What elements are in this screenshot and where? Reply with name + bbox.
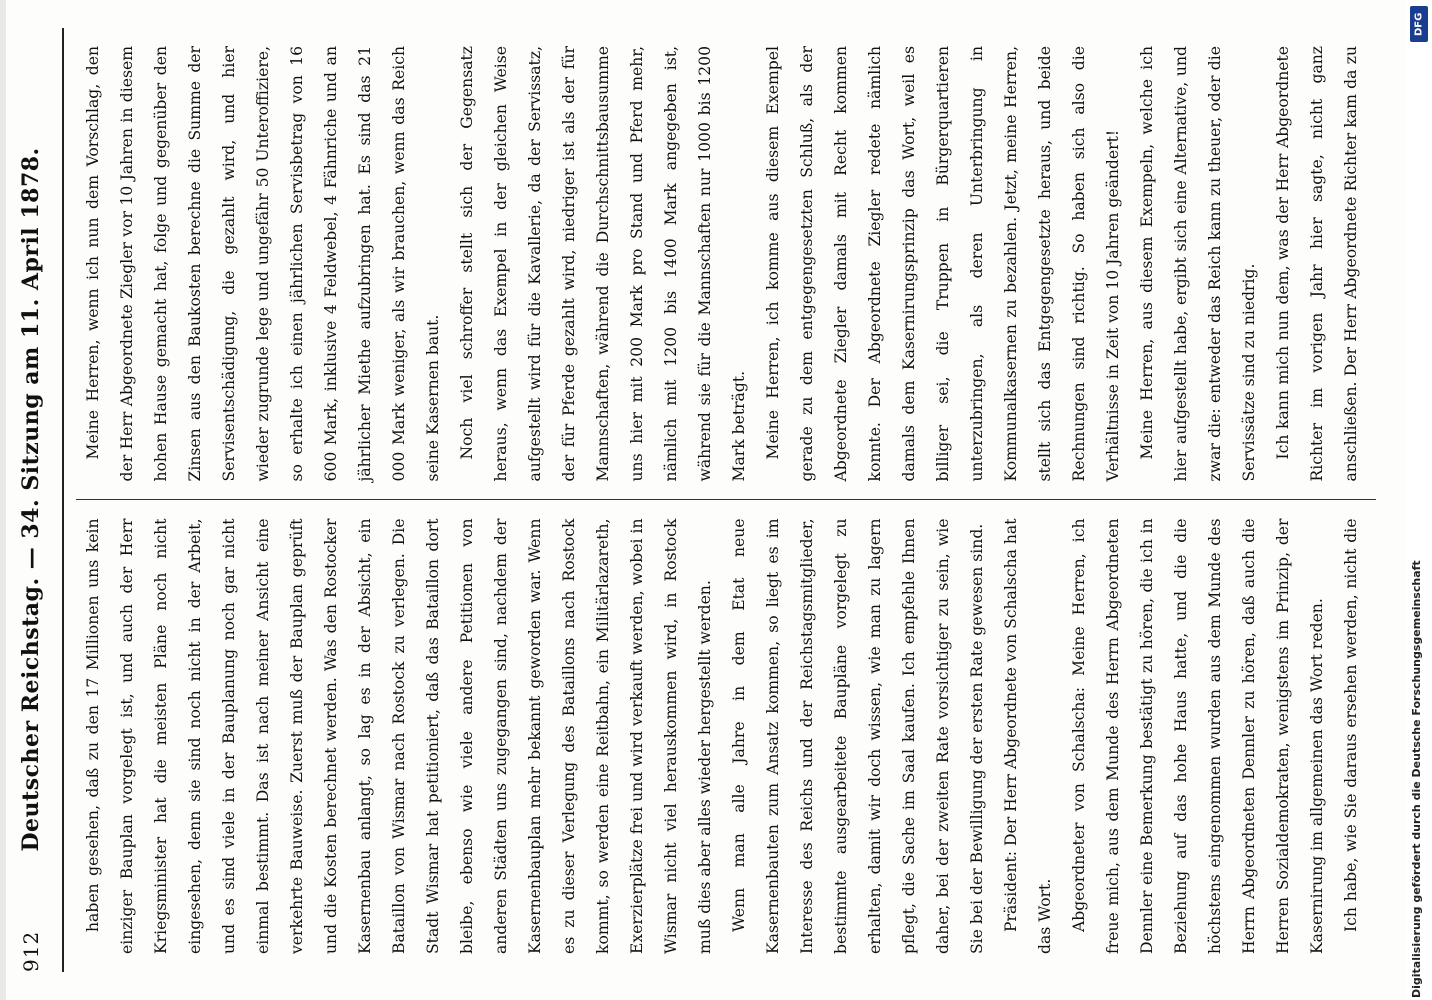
paragraph: Meine Herren, aus diesem Exempeln, welche ich hier aufgestellt habe, ergibt sich eine Alternative, und zwar die: entweder das Reich kann zu theuer, oder die Servissätze sind zu niedrig. <box>1138 46 1258 482</box>
paragraph: Wenn man alle Jahre in dem Etat neue Kasernenbauten zum Ansatz kommen, so liegt es im Interesse des Reichs und der Reichstagsmitglieder, bestimmte ausgearbeitete Baupläne vorgelegt zu erhalten, damit wir doch wissen, wie man zu lagern pflegt, die Sache im Saal kaufen. Ich empfehle Ihnen daher, bei der zweiten Rate vorsichtiger zu sein, wie Sie bei der Bewilligung der ersten Rate gewesen sind. <box>730 518 986 954</box>
paragraph: Präsident: Der Herr Abgeordnete von Schalscha hat das Wort. <box>1002 518 1054 954</box>
dfg-logo: DFG <box>1410 6 1428 42</box>
paragraph: Meine Herren, wenn ich nun dem Vorschlag, den der Herr Abgeordnete Ziegler vor 10 Jahren in diesem hohen Hause gemacht hat, folge und gegenüber den Zinsen aus den Baukosten berechne die Summe der Servisentschädigung, die gezahlt wird, und hier wieder zugrunde lege und ungefähr 50 Unteroffiziere, so erhalte ich einen jährlichen Servisbetrag von 16 600 Mark, inklusive 4 Feldwebel, 4 Fähnriche und an jährlicher Miethe aufzubringen hat. Es sind das 21 000 Mark weniger, als wir brauchen, wenn das Reich seine Kasernen baut. <box>84 46 442 482</box>
paragraph: Ich kann mich nun dem, was der Herr Abgeordnete Richter im vorigen Jahr hier sagte, nicht ganz anschließen. Der Herr Abgeordnete Richter kam da zu <box>1274 46 1360 482</box>
digitization-note: Digitalisierung gefördert durch die Deutsche Forschungsgemeinschaft <box>1410 560 1423 998</box>
column-right <box>76 28 1376 501</box>
paragraph: haben gesehen, daß zu den 17 Millionen uns kein einziger Bauplan vorgelegt ist, und auch der Herr Kriegsminister hat die meisten Pläne noch nicht eingesehen, denn sie sind noch nicht in der Arbeit, und es sind viele in der Bauplanung noch gar nicht einmal bestimmt. Das ist nach meiner Ansicht eine verkehrte Bauweise. Zuerst muß der Bauplan geprüft und die Kosten berechnet werden. Was den Rostocker Kasernenbau anlangt, so lag es in der Absicht, ein Bataillon von Wismar nach Rostock zu verlegen. Die Stadt Wismar hat petitioniert, daß das Bataillon dort bleibe, ebenso wie viele andere Petitionen von anderen Städten uns zugegangen sind, nachdem der Kasernenbauplan mehr bekannt geworden war. Wenn es zu dieser Verlegung des Bataillons nach Rostock kommt, so werden eine Reitbahn, ein Militärlazareth, Exerzierplätze frei und wird verkauft werden, wobei in Wismar nicht viel herauskommen wird, in Rostock muß dies aber alles wieder hergestellt werden. <box>84 518 714 954</box>
running-header <box>18 28 64 972</box>
text-columns <box>76 28 1376 972</box>
paragraph: Abgeordneter von Schalscha: Meine Herren, ich freue mich, aus dem Munde des Herrn Abgeordneten Dennler eine Bemerkung bestätigt zu hören, die ich in Beziehung auf das hohe Haus hatte, und die die höchstens eingenommen wurden aus dem Munde des Herrn Abgeordneten Dennler zu hören, daß auch die Herren Sozialdemokraten, wenigstens im Prinzip, der Kasernirung im allgemeinen das Wort reden. <box>1070 518 1326 954</box>
running-title: Deutscher Reichstag. — 34. Sitzung am 11. April 1878. <box>18 147 44 852</box>
paragraph: Ich habe, wie Sie daraus ersehen werden, nicht die <box>1342 518 1360 932</box>
page-number: 912 <box>19 930 43 972</box>
paragraph: Noch viel schroffer stellt sich der Gegensatz heraus, wenn das Exempel in der gleichen Weise aufgestellt wird für die Kavallerie, da der Servissatz, der für Pferde gezahlt wird, niedriger ist als der für Mannschaften, während die Durchschnittsbausumme uns hier mit 200 Mark pro Stand und Pferd mehr, nämlich mit 1200 bis 1400 Mark angegeben ist, während sie für die Mannschaften nur 1000 bis 1200 Mark beträgt. <box>458 46 748 482</box>
column-left <box>76 501 1376 973</box>
paragraph: Meine Herren, ich komme aus diesem Exempel gerade zu dem entgegengesetzten Schluß, als der Abgeordnete Ziegler damals mit Recht kommen konnte. Der Abgeordnete Ziegler redete nämlich damals dem Kasernirungsprinzip das Wort, weil es billiger sei, die Truppen in Bürgerquartieren unterzubringen, als deren Unterbringung in Kommunalkasernen zu bezahlen. Jetzt, meine Herren, stellt sich das Entgegengesetzte heraus, und beide Rechnungen sind richtig. So haben sich also die Verhältnisse in Zeit von 10 Jahren geändert! <box>764 46 1122 482</box>
digitization-sidebar <box>1406 0 1432 1000</box>
